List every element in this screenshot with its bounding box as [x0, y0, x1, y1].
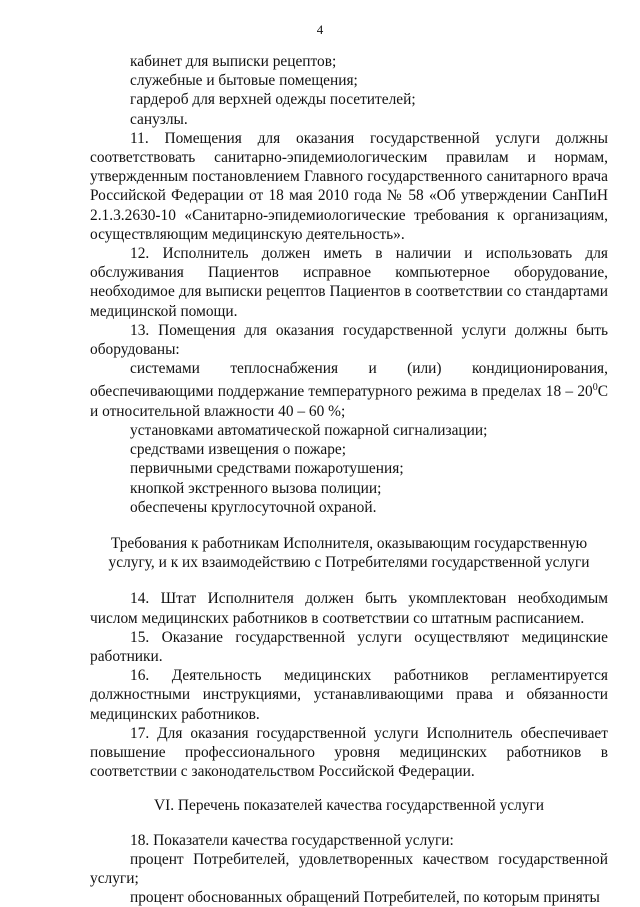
degree-superscript: 0	[592, 382, 598, 394]
paragraph-18: 18. Показатели качества государственной услуги:	[130, 831, 454, 849]
section-heading-vi: VI. Перечень показателей качества государственной услуги	[153, 797, 545, 815]
climate-text-b: С и относительной влажности 40 – 60 %;	[90, 383, 608, 420]
equipment-item-2: средствами извещения о пожаре;	[130, 441, 347, 459]
paragraph-14: 14. Штат Исполнителя должен быть укомплектован необходимым числом медицинских работников в соответствии со штатным расписанием.	[90, 590, 608, 627]
paragraph-16: 16. Деятельность медицинских работников регламентируется должностными инструкциями, устанавливающими права и обязанности медицинских работников.	[90, 667, 608, 723]
section-heading-staff: Требования к работникам Исполнителя, оказывающим государственную услугу, и к их взаимодействию с Потребителями государственной услуги	[108, 535, 590, 572]
equipment-item-5: обеспечены круглосуточной охраной.	[130, 498, 377, 516]
climate-text-a: системами теплоснабжения и (или) кондиционирования, обеспечивающими поддержание температурного режима в пределах 18 – 20	[90, 360, 608, 401]
room-list-item-3: гардероб для верхней одежды посетителей;	[130, 91, 416, 109]
paragraph-15: 15. Оказание государственной услуги осуществляют медицинские работники.	[90, 628, 608, 666]
paragraph-13-intro: 13. Помещения для оказания государственной услуги должны быть оборудованы:	[90, 321, 608, 359]
equipment-item-1: установками автоматической пожарной сигнализации;	[130, 421, 488, 439]
paragraph-13-climate	[90, 359, 608, 421]
document-body	[90, 52, 608, 907]
equipment-item-3: первичными средствами пожаротушения;	[130, 460, 404, 478]
room-list-item-4: санузлы.	[130, 110, 188, 128]
room-list-item-2: служебные и бытовые помещения;	[130, 72, 358, 90]
room-list-item-1: кабинет для выписки рецептов;	[130, 53, 337, 70]
quality-indicator-1: процент Потребителей, удовлетворенных качеством государственной услуги;	[90, 850, 608, 888]
page-number: 4	[316, 22, 324, 37]
paragraph-17: 17. Для оказания государственной услуги Исполнитель обеспечивает повышение профессионального уровня медицинских работников в соответствии с законодательством Российской Федерации.	[90, 724, 608, 781]
quality-indicator-2: процент обоснованных обращений Потребителей, по которым приняты	[130, 889, 600, 907]
paragraph-11: 11. Помещения для оказания государственной услуги должны соответствовать санитарно-эпидемиологическим правилам и нормам, утвержденным постановлением Главного государственного санитарного врача Российской Федерации от 18 мая 2010 года № 58 «Об утверждении СанПиН 2.1.3.2630-10 «Санитарно-эпидемиологические требования к организациям, осуществляющим медицинскую деятельность».	[90, 129, 608, 243]
equipment-item-4: кнопкой экстренного вызова полиции;	[130, 479, 382, 497]
paragraph-12: 12. Исполнитель должен иметь в наличии и использовать для обслуживания Пациентов исправное компьютерное оборудование, необходимое для выписки рецептов Пациентов в соответствии со стандартами медицинской помощи.	[90, 245, 608, 320]
